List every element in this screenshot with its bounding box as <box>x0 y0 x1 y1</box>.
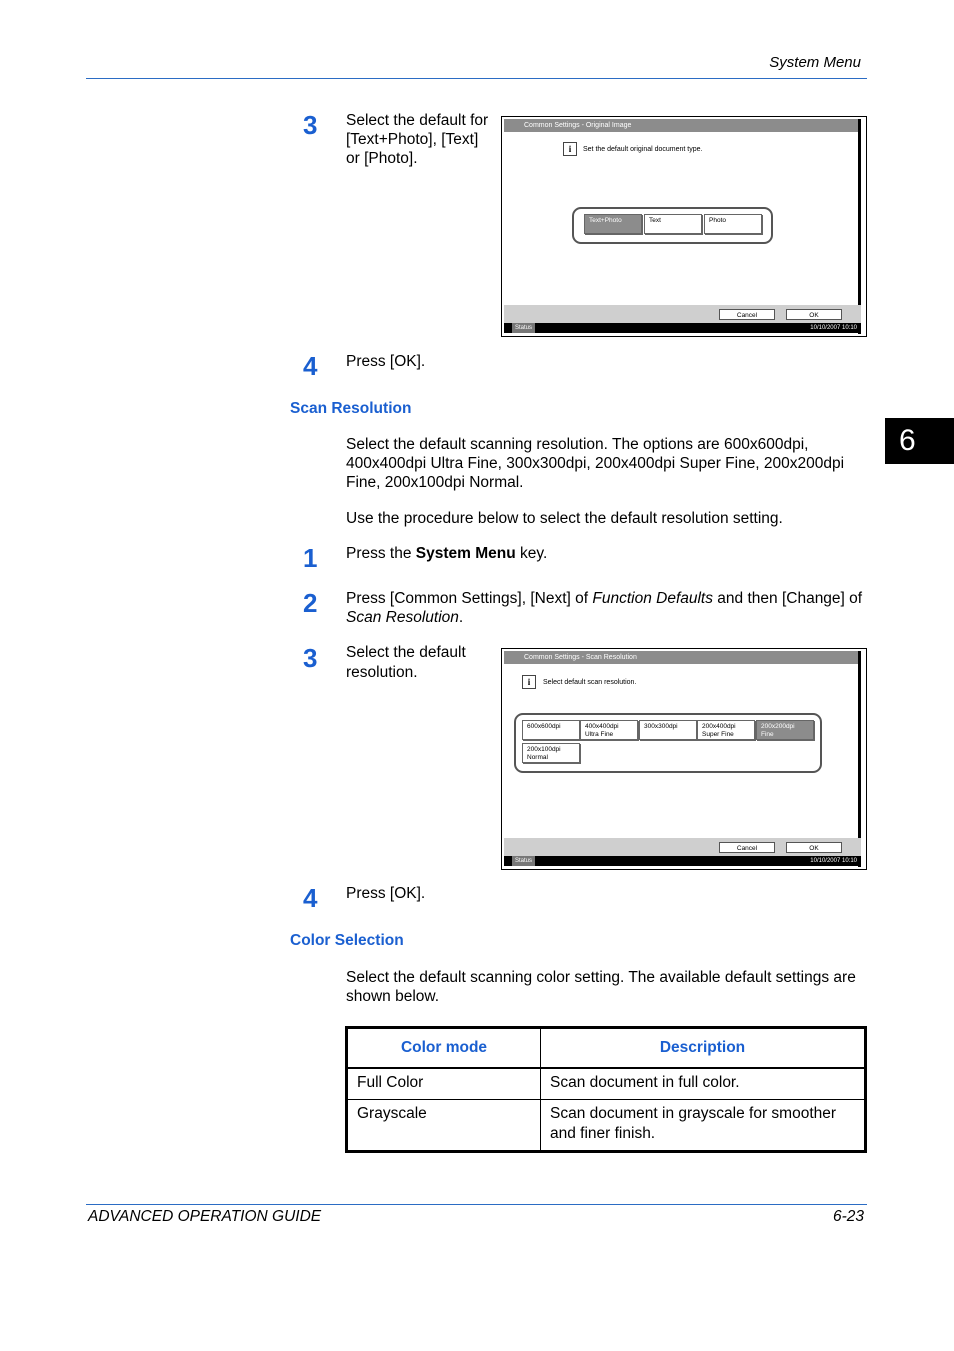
status-bar <box>504 856 861 866</box>
section-intro: Select the default scanning color setting. The available default settings are shown below. <box>346 969 856 1005</box>
option-200x100-normal[interactable]: 200x100dpi Normal <box>522 743 580 763</box>
step-text: Press [OK]. <box>346 353 426 370</box>
option-text-photo[interactable]: Text+Photo <box>584 214 642 234</box>
status-datetime: 10/10/2007 10:10 <box>810 325 857 331</box>
option-group <box>514 713 822 773</box>
screenshot-scan-resolution <box>501 648 867 870</box>
step-text: Select the default resolution. <box>346 644 466 681</box>
status-label[interactable]: Status <box>512 323 535 333</box>
step-number: 4 <box>303 351 318 381</box>
step-number: 1 <box>303 543 318 573</box>
screen-title: Common Settings - Scan Resolution <box>504 651 861 664</box>
info-icon: i <box>522 675 536 689</box>
screen-scrollbar <box>858 651 861 867</box>
screen-message: Select default scan resolution. <box>543 679 637 686</box>
table-header: Description <box>541 1028 866 1069</box>
screen-title: Common Settings - Original Image <box>504 119 861 132</box>
option-400x400-ultra-fine[interactable]: 400x400dpi Ultra Fine <box>580 720 638 740</box>
option-text[interactable]: Text <box>644 214 702 234</box>
ok-button[interactable]: OK <box>786 842 842 853</box>
step-number: 3 <box>303 643 318 673</box>
procedure-text: Use the procedure below to select the default resolution setting. <box>346 510 783 527</box>
section-title-scan-resolution: Scan Resolution <box>290 400 412 417</box>
info-icon: i <box>563 142 577 156</box>
status-label[interactable]: Status <box>512 856 535 866</box>
screen-scrollbar <box>858 119 861 334</box>
option-photo[interactable]: Photo <box>704 214 762 234</box>
table-header-row <box>347 1028 866 1069</box>
status-bar <box>504 323 861 333</box>
page-number: 6-23 <box>832 1208 864 1225</box>
step-text: Select the default for [Text+Photo], [Text] or [Photo]. <box>346 112 489 167</box>
step-text: Press the System Menu key. <box>346 545 548 562</box>
status-datetime: 10/10/2007 10:10 <box>810 858 857 864</box>
table-header: Color mode <box>347 1028 541 1069</box>
option-300x300[interactable]: 300x300dpi <box>639 720 697 740</box>
running-header: System Menu <box>769 54 861 71</box>
option-200x400-super-fine[interactable]: 200x400dpi Super Fine <box>697 720 755 740</box>
table-cell: Scan document in full color. <box>541 1068 866 1100</box>
step-text: Press [Common Settings], [Next] of Function Defaults and then [Change] of Scan Resolution. <box>346 590 863 626</box>
cancel-button[interactable]: Cancel <box>719 842 775 853</box>
header-rule <box>86 78 867 79</box>
option-group <box>572 207 773 244</box>
table-cell: Full Color <box>347 1068 541 1100</box>
option-600x600[interactable]: 600x600dpi <box>522 720 580 740</box>
table-cell: Grayscale <box>347 1100 541 1152</box>
step-number: 2 <box>303 588 318 618</box>
screen-footer <box>504 305 861 323</box>
table-row <box>347 1068 866 1100</box>
step-text: Press [OK]. <box>346 885 426 902</box>
step-number: 4 <box>303 883 318 913</box>
color-mode-table <box>345 1026 867 1153</box>
ok-button[interactable]: OK <box>786 309 842 320</box>
footer-rule <box>86 1204 867 1205</box>
screen-message: Set the default original document type. <box>583 146 703 153</box>
table-cell: Scan document in grayscale for smoother and finer finish. <box>541 1100 866 1152</box>
footer-guide-title: ADVANCED OPERATION GUIDE <box>88 1208 322 1225</box>
chapter-tab: 6 <box>885 418 954 464</box>
key-name: System Menu <box>415 545 516 562</box>
option-200x200-fine[interactable]: 200x200dpi Fine <box>756 720 814 740</box>
step-number: 3 <box>303 110 318 140</box>
screenshot-original-image <box>501 116 867 337</box>
section-title-color-selection: Color Selection <box>290 932 404 949</box>
table-row <box>347 1100 866 1152</box>
section-intro: Select the default scanning resolution. The options are 600x600dpi, 400x400dpi Ultra Fine, 300x300dpi, 200x400dpi Super Fine, 200x200dpi Fine, 200x100dpi Normal. <box>346 436 845 491</box>
cancel-button[interactable]: Cancel <box>719 309 775 320</box>
screen-footer <box>504 838 861 856</box>
